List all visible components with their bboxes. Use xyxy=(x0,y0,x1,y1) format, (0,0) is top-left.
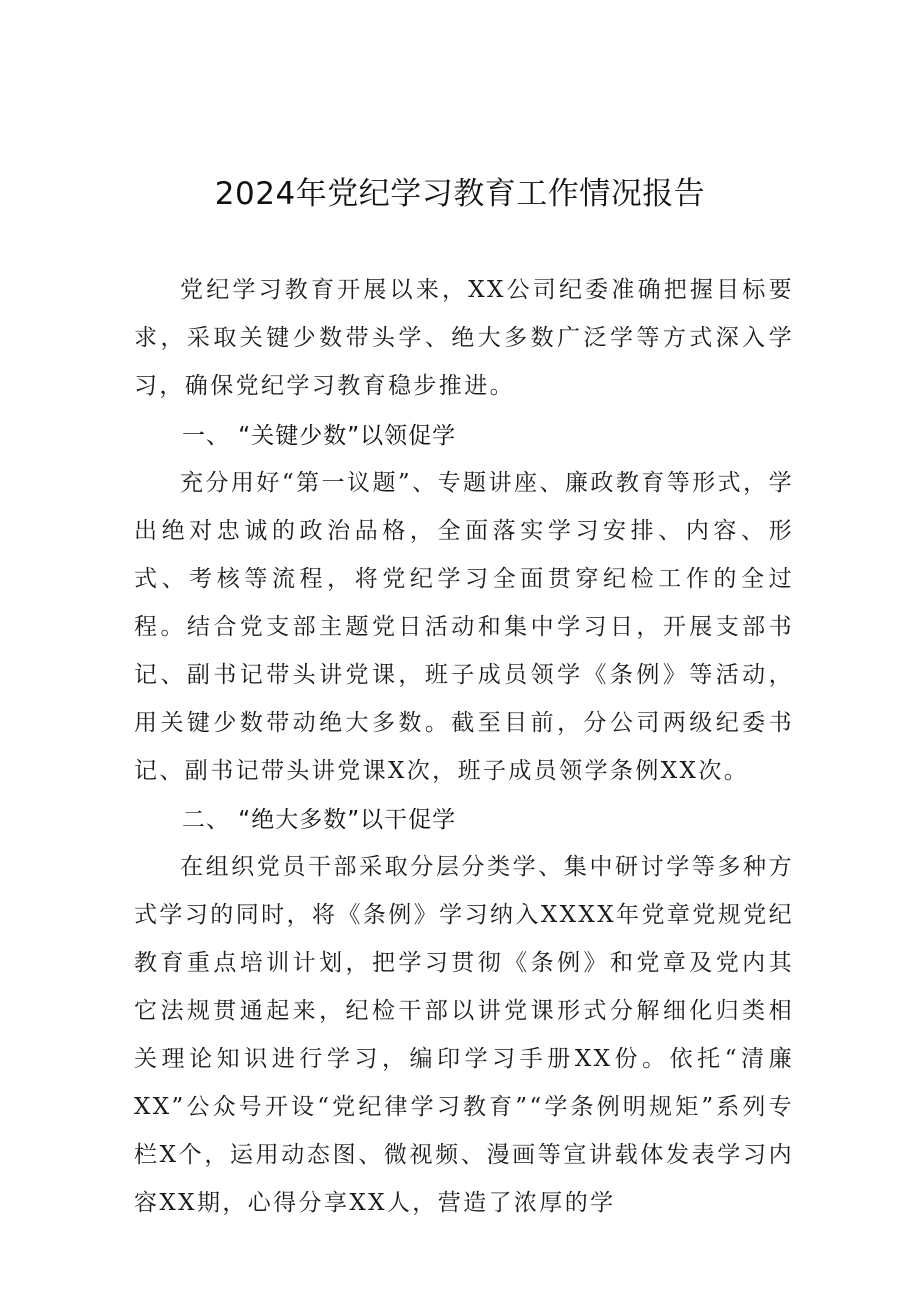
intro-paragraph: 党纪学习教育开展以来，XX公司纪委准确把握目标要求，采取关键少数带头学、绝大多数广泛学等方式深入学习，确保党纪学习教育稳步推进。 xyxy=(134,277,794,399)
section-1-paragraph: 充分用好“第一议题”、专题讲座、廉政教育等形式，学出绝对忠诚的政治品格，全面落实学习安排、内容、形式、考核等流程，将党纪学习全面贯穿纪检工作的全过程。结合党支部主题党日活动和集中学习日，开展支部书记、副书记带头讲党课，班子成员领学《条例》等活动，用关键少数带动绝大多数。截至目前，分公司两级纪委书记、副书记带头讲党课X次，班子成员领学条例XX次。 xyxy=(134,470,794,784)
section-2-heading: 二、 “绝大多数”以干促学 xyxy=(182,807,457,833)
section-2-paragraph: 在组织党员干部采取分层分类学、集中研讨学等多种方式学习的同时，将《条例》学习纳入XXXX年党章党规党纪教育重点培训计划，把学习贯彻《条例》和党章及党内其它法规贯通起来，纪检干部以讲党课形式分解细化归类相关理论知识进行学习，编印学习手册XX份。依托“清廉XX”公众号开设“党纪律学习教育”“学条例明规矩”系列专栏X个，运用动态图、微视频、漫画等宣讲载体发表学习内容XX期，心得分享XX人，营造了浓厚的学 xyxy=(134,854,794,1216)
document-title: 2024年党纪学习教育工作情况报告 xyxy=(214,176,706,212)
section-1-heading: 一、 “关键少数”以领促学 xyxy=(182,423,457,449)
